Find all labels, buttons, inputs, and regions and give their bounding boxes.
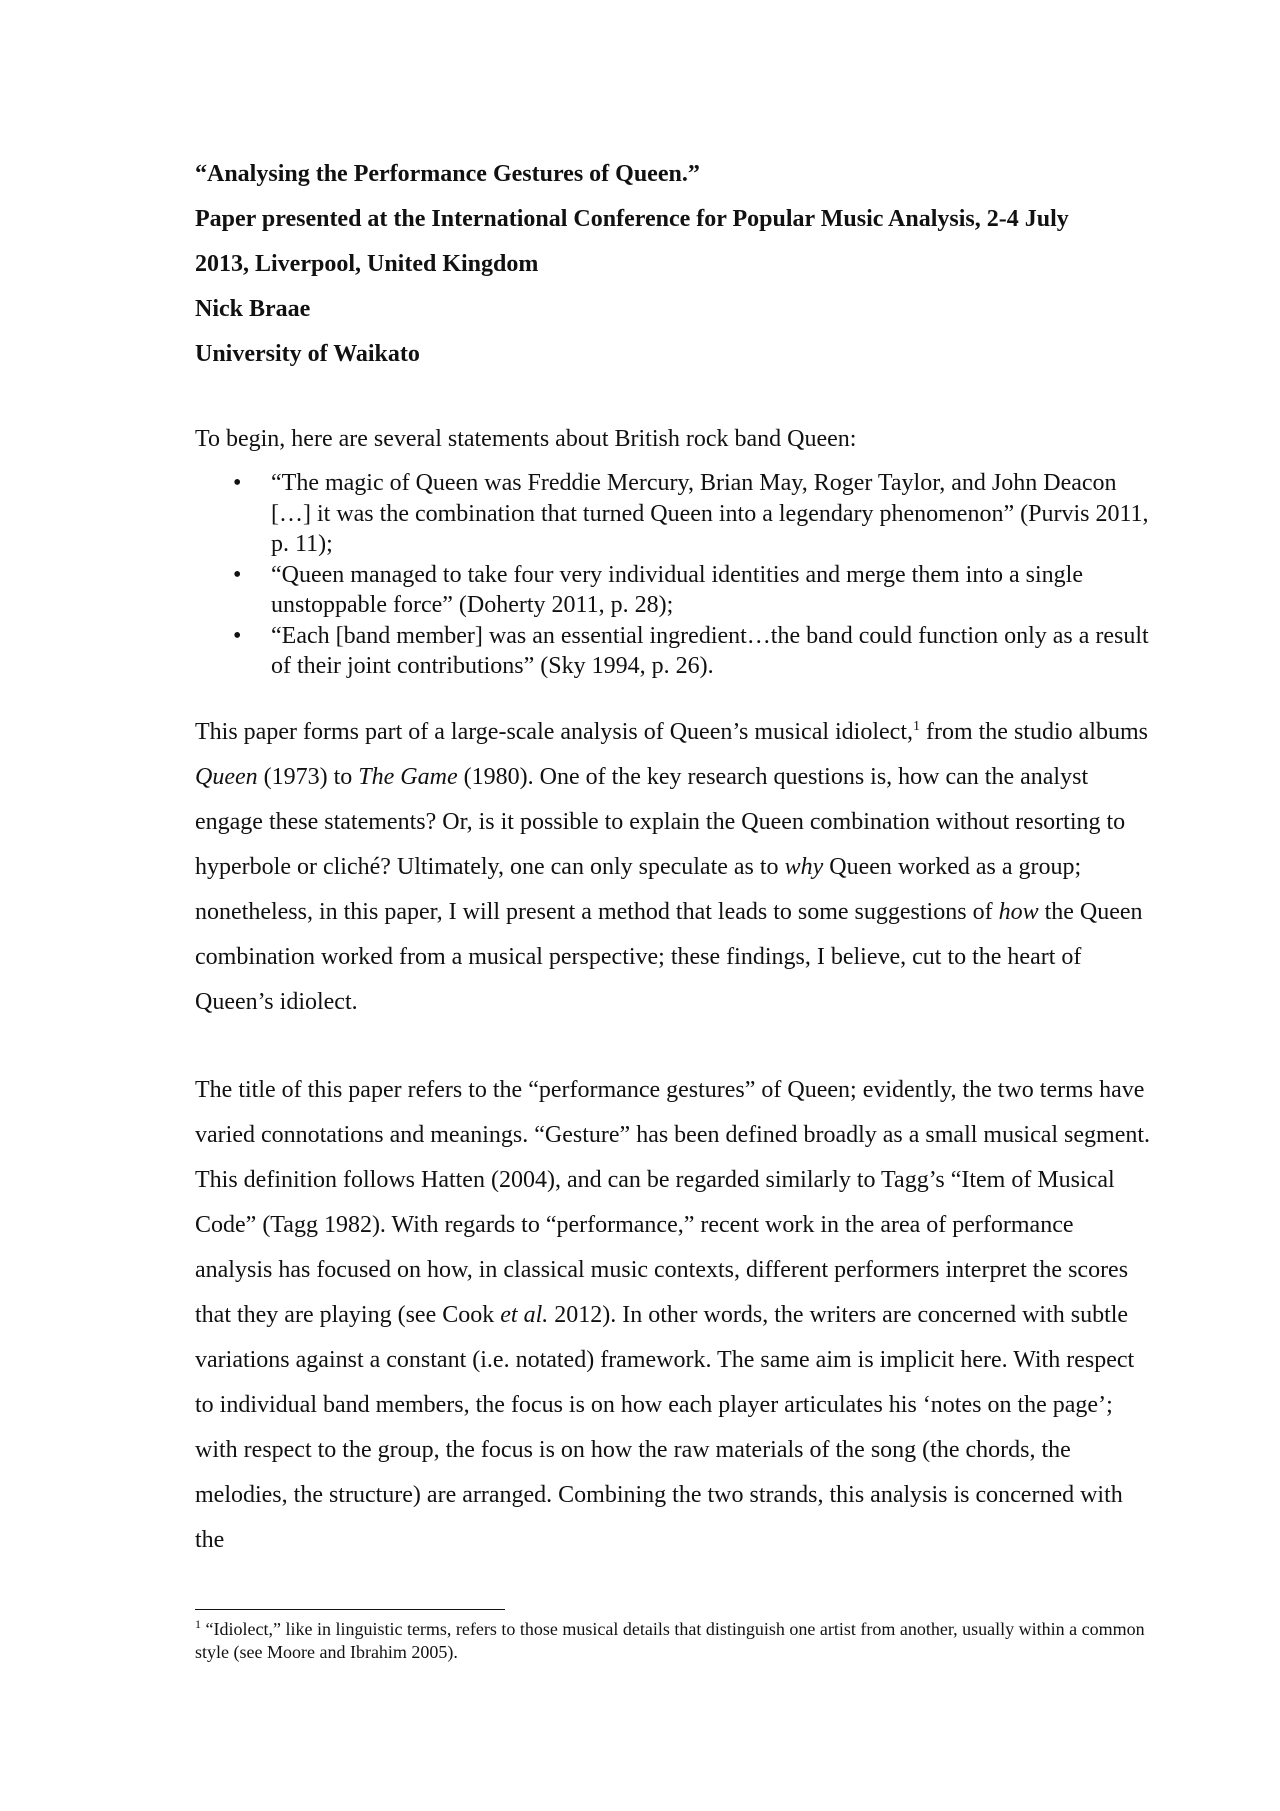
quote-list bbox=[195, 468, 1155, 682]
text-run: (1980). One of the key research questions is, how can the analyst engage these statements? Or, is it possible to explain the Queen combination without resorting to hyperbole or cliché? Ultimately, one can only speculate as to bbox=[195, 764, 1126, 880]
text-run: 2012). In other words, the writers are concerned with subtle variations against a constant (i.e. notated) framework. The same aim is implicit here. With respect to individual band members, the focus is on how each player articulates his ‘notes on the page’; with respect to the group, the focus is on how the raw materials of the song (the chords, the melodies, the structure) are arranged. Combining the two strands, this analysis is concerned with the bbox=[195, 1302, 1135, 1553]
author-affiliation: University of Waikato bbox=[195, 341, 420, 367]
body-paragraph-1 bbox=[195, 710, 1155, 1025]
footnote bbox=[195, 1618, 1155, 1664]
list-item bbox=[195, 468, 1155, 560]
author-name: Nick Braae bbox=[195, 296, 311, 322]
text-run: This paper forms part of a large-scale analysis of Queen’s musical idiolect, bbox=[195, 719, 913, 745]
bullet-icon: • bbox=[233, 622, 242, 649]
bullet-icon: • bbox=[233, 470, 242, 496]
album-title: The Game bbox=[358, 764, 458, 790]
emphasis-word: how bbox=[998, 899, 1039, 925]
quote-text: “The magic of Queen was Freddie Mercury, Brian May, Roger Taylor, and John Deacon […] it was the combination that turned Queen into a legendary phenomenon” (Purvis 2011, p. 11); bbox=[271, 470, 1149, 557]
quote-text: “Queen managed to take four very individual identities and merge them into a single unstoppable force” (Doherty 2011, p. 28); bbox=[271, 561, 1083, 618]
text-run: (1973) to bbox=[257, 764, 359, 790]
paper-header bbox=[195, 152, 1155, 377]
text-run: The title of this paper refers to the “performance gestures” of Queen; evidently, the two terms have varied connotations and meanings. “Gesture” has been defined broadly as a small musical segment. This definition follows Hatten (2004), and can be regarded similarly to Tagg’s “Item of Musical Code” (Tagg 1982). With regards to “performance,” recent work in the area of performance analysis has focused on how, in classical music contexts, different performers interpret the scores that they are playing (see Cook bbox=[195, 1077, 1151, 1328]
footnote-reference[interactable]: 1 bbox=[912, 719, 920, 734]
emphasis-word: why bbox=[784, 854, 824, 880]
text-run: from the studio albums bbox=[919, 719, 1148, 745]
intro-lead: To begin, here are several statements about British rock band Queen: bbox=[195, 426, 857, 452]
list-item bbox=[195, 621, 1155, 682]
venue-line-1: Paper presented at the International Conference for Popular Music Analysis, 2-4 July bbox=[195, 206, 1069, 232]
album-title: Queen bbox=[195, 764, 258, 790]
bullet-icon: • bbox=[233, 561, 242, 588]
footnote-text: “Idiolect,” like in linguistic terms, refers to those musical details that distinguish one artist from another, usually within a common style (see Moore and Ibrahim 2005). bbox=[195, 1619, 1145, 1662]
paper-title: “Analysing the Performance Gestures of Queen.” bbox=[195, 161, 700, 187]
venue-line-2: 2013, Liverpool, United Kingdom bbox=[195, 251, 539, 277]
quote-text: “Each [band member] was an essential ingredient…the band could function only as a result of their joint contributions” (Sky 1994, p. 26). bbox=[271, 622, 1149, 679]
footnote-mark: 1 bbox=[195, 1617, 201, 1631]
text-run: the Queen combination worked from a musical perspective; these findings, I believe, cut to the heart of Queen’s idiolect. bbox=[195, 899, 1143, 1015]
list-item bbox=[195, 560, 1155, 621]
body-paragraph-2 bbox=[195, 1068, 1155, 1563]
footnote-divider bbox=[195, 1609, 505, 1610]
text-run: Queen worked as a group; nonetheless, in this paper, I will present a method that leads to some suggestions of bbox=[195, 854, 1082, 925]
emphasis-word: et al. bbox=[500, 1302, 549, 1328]
